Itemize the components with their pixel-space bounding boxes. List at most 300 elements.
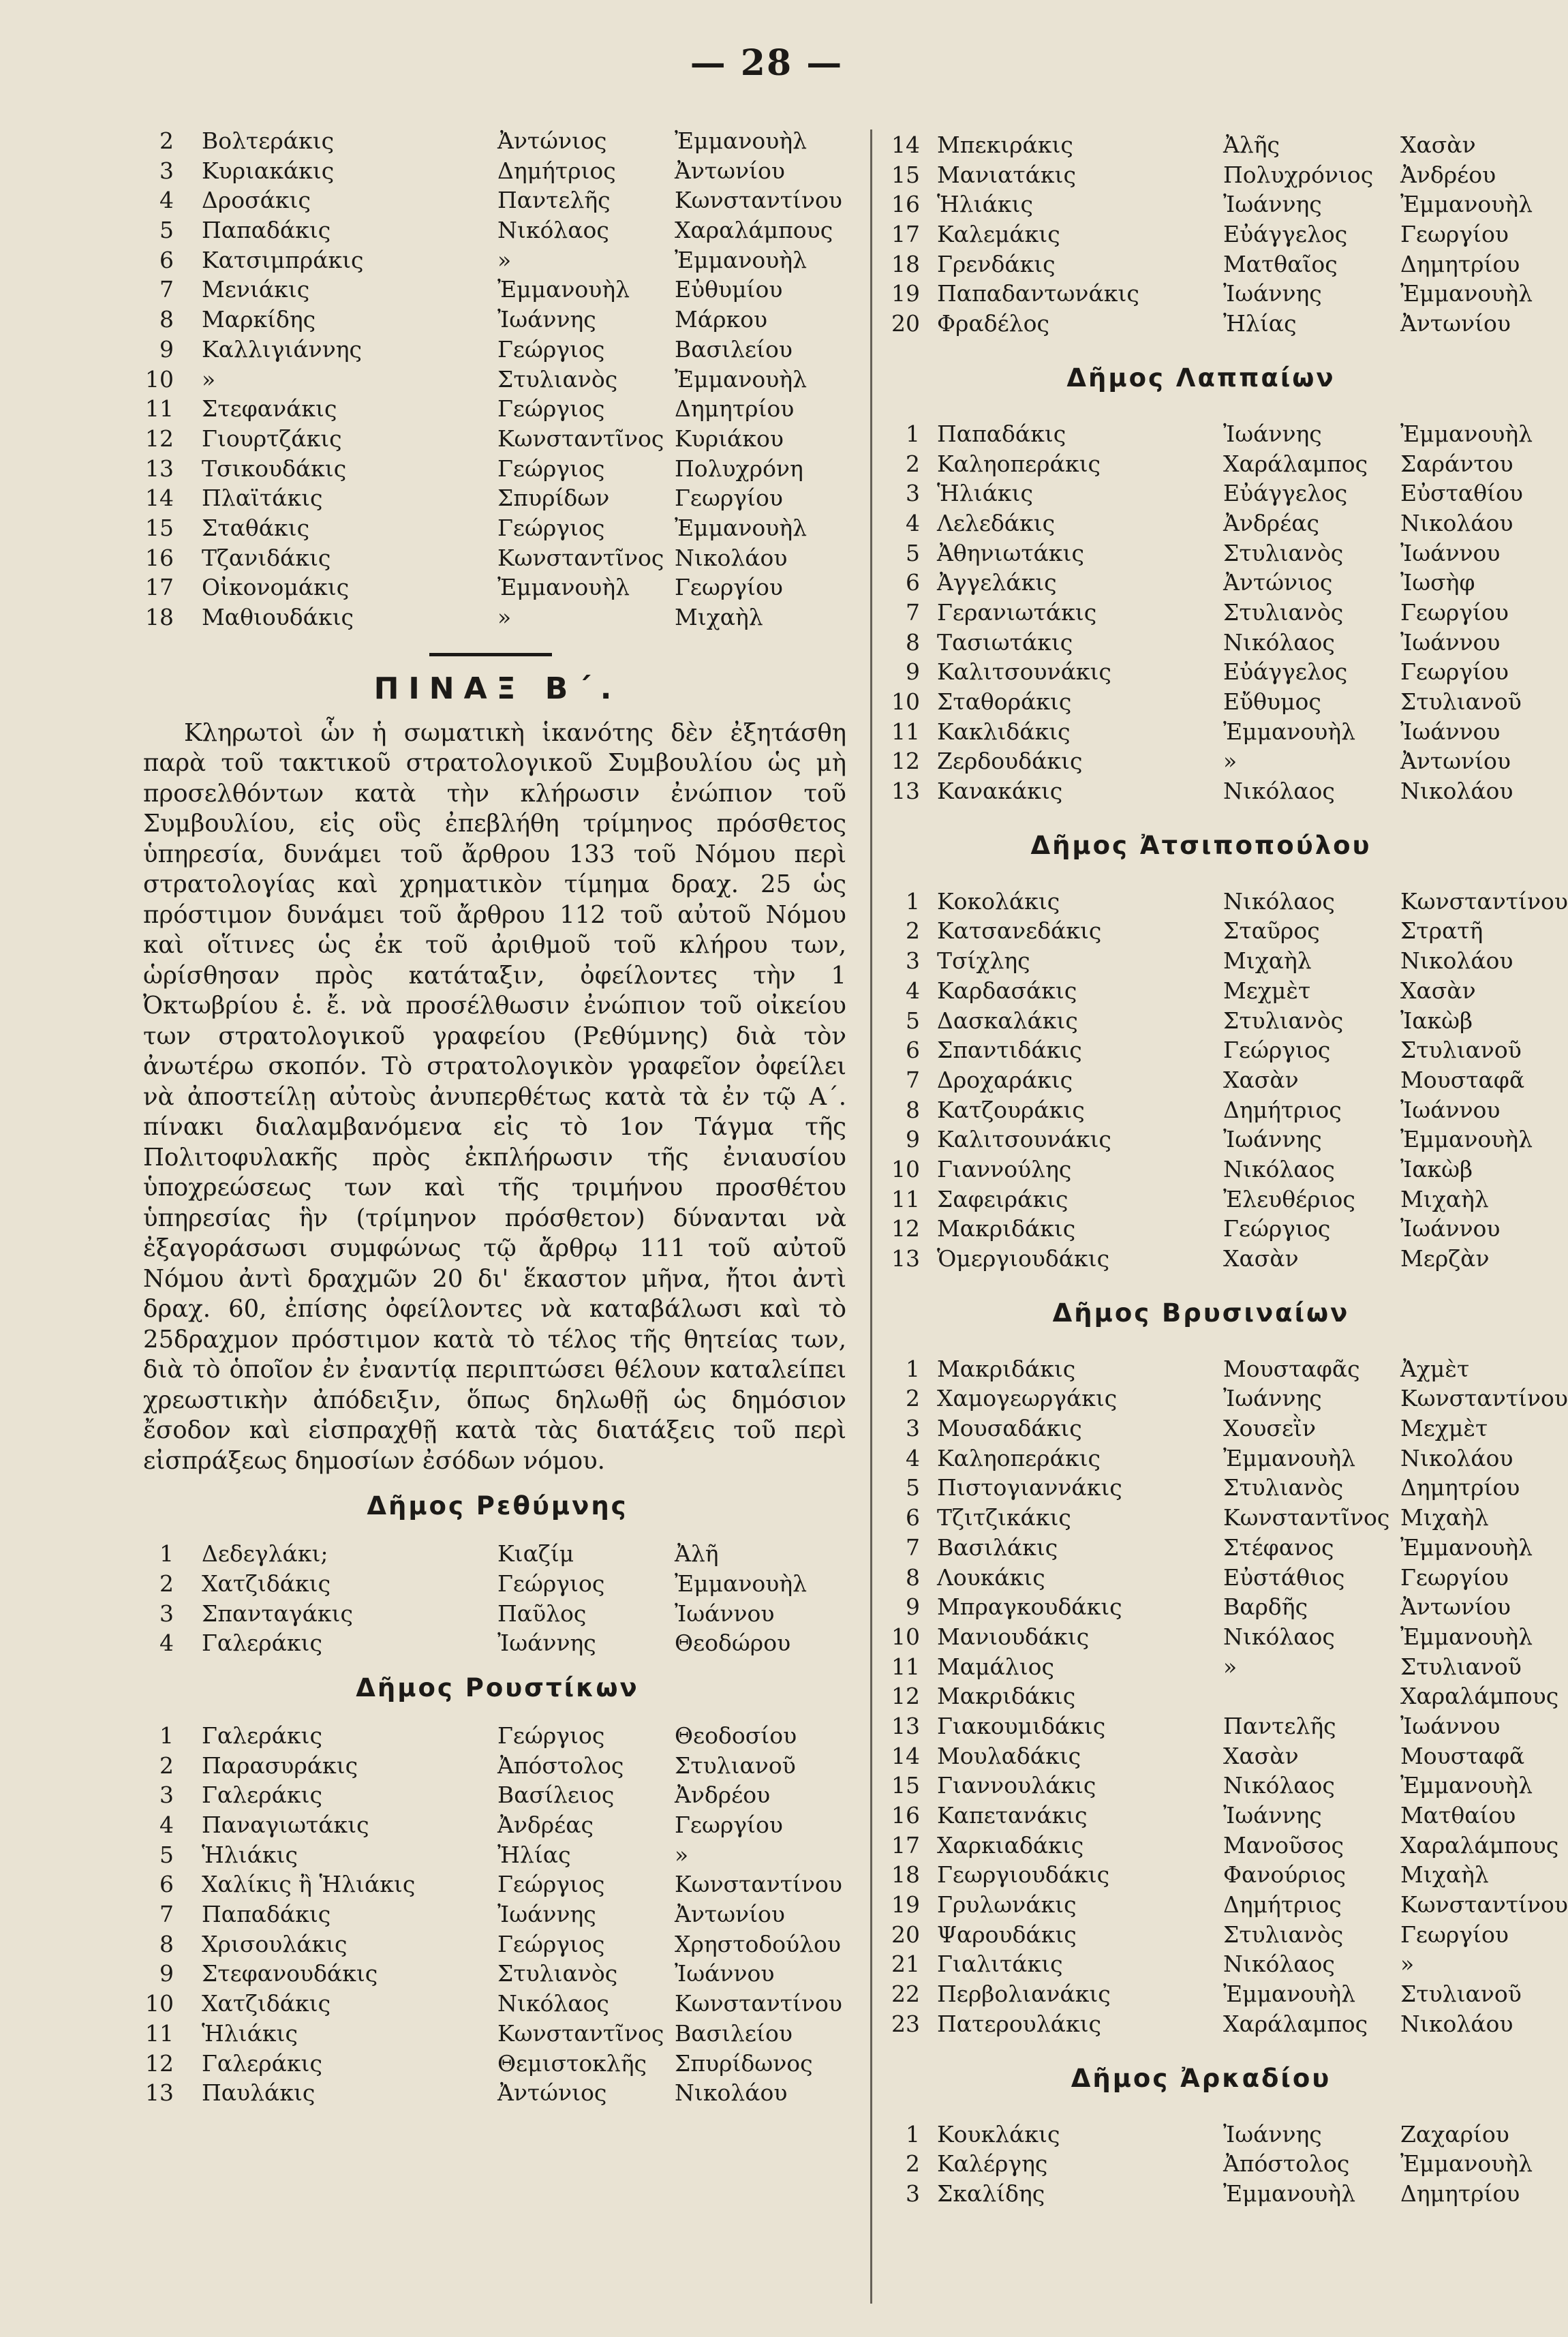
father-name: Νικολάου	[1400, 1444, 1513, 1471]
row-number: 8	[906, 628, 920, 656]
list-row	[879, 1065, 1523, 1095]
father-name: Ἰωάννου	[675, 1600, 775, 1627]
first-name: Μεχμὲτ	[1223, 977, 1311, 1004]
first-name: Ματθαῖος	[1223, 250, 1338, 277]
father-name: Στυλιανοῦ	[1400, 1037, 1522, 1064]
list-row	[879, 568, 1523, 598]
list-row	[879, 1801, 1523, 1831]
first-name: Γεώργιος	[497, 335, 605, 363]
surname: Σταθοράκις	[937, 688, 1072, 715]
row-number: 13	[891, 1245, 920, 1272]
list-row	[143, 126, 852, 156]
surname: Καλιτσουνάκις	[937, 658, 1111, 686]
first-name: Ἰωάννης	[1223, 1126, 1322, 1153]
right-name-list	[879, 130, 1533, 339]
section-heading: Δῆμος Βρυσιναίων	[1052, 1298, 1350, 1328]
first-name: Γεώργιος	[1223, 1037, 1331, 1064]
surname: Χαρκιαδάκις	[937, 1831, 1084, 1859]
surname: Οἰκονομάκις	[202, 574, 350, 601]
list-row	[879, 478, 1523, 508]
row-number: 9	[159, 335, 174, 363]
row-number: 2	[906, 1385, 920, 1412]
list-row	[143, 215, 852, 245]
father-name: Ἰακὼβ	[1400, 1155, 1473, 1182]
surname: Μακριδάκις	[937, 1355, 1076, 1382]
surname: Δροσάκις	[202, 187, 311, 214]
surname: Παπαδάκις	[202, 1901, 331, 1928]
father-name: Ἰωάννου	[1400, 1096, 1501, 1123]
list-row	[143, 335, 852, 365]
father-name: Ἀλῆ	[675, 1540, 719, 1568]
row-number: 5	[159, 1841, 174, 1868]
row-number: 1	[906, 887, 920, 915]
row-number: 8	[159, 1930, 174, 1957]
surname: Μενιάκις	[202, 276, 310, 303]
row-number: 13	[145, 2079, 174, 2107]
row-number: 3	[906, 947, 920, 975]
father-name: Δημητρίου	[1400, 1474, 1520, 1501]
first-name: Νικόλαος	[1223, 1772, 1335, 1799]
list-row	[879, 1214, 1523, 1244]
first-name: Εὐάγγελος	[1223, 480, 1348, 507]
first-name: Γεώργιος	[497, 1930, 605, 1957]
list-row	[879, 976, 1523, 1006]
surname: Στεφανάκις	[202, 395, 337, 423]
father-name: Στυλιανοῦ	[1400, 688, 1522, 715]
list-row	[879, 1125, 1533, 1155]
father-name: Δημητρίου	[1400, 2180, 1520, 2207]
row-number: 2	[159, 127, 174, 154]
father-name: Ματθαίου	[1400, 1802, 1516, 1829]
father-name: Θεοδοσίου	[675, 1722, 797, 1749]
list-row	[879, 219, 1523, 249]
first-name: Ἀλῆς	[1223, 132, 1280, 158]
father-name: Ἀντωνίου	[1400, 310, 1511, 337]
surname: Παπαδαντωνάκις	[937, 280, 1139, 307]
row-number: 8	[906, 1563, 920, 1591]
father-name: Σαράντου	[1400, 450, 1513, 477]
surname: Τσικουδάκις	[202, 455, 347, 482]
father-name: Μουσταφᾶ	[1400, 1066, 1525, 1093]
list-row	[879, 2179, 1523, 2209]
surname: Μαθιουδάκις	[202, 604, 354, 630]
first-name: Ἰωάννης	[1223, 280, 1322, 307]
father-name: Ἰωσὴφ	[1400, 569, 1475, 596]
surname: Σπαντιδάκις	[937, 1037, 1082, 1064]
row-number: 9	[906, 1593, 920, 1621]
surname: Παπαδάκις	[937, 420, 1066, 447]
first-name: Ἀντώνιος	[497, 2079, 607, 2107]
list-row	[143, 156, 852, 186]
list-row	[879, 1006, 1523, 1036]
father-name: Δημητρίου	[1400, 250, 1520, 277]
list-row	[143, 1959, 852, 1989]
father-name: Γεωργίου	[1400, 658, 1509, 686]
first-name: Ἰωάννης	[497, 1901, 596, 1928]
father-name: Βασιλείου	[675, 2019, 793, 2047]
row-number: 4	[159, 1812, 174, 1838]
surname: Καληοπεράκις	[937, 450, 1101, 477]
intro-paragraph: Κληρωτοὶ ὧν ἡ σωματικὴ ἱκανότης δὲν ἐξητάσθη παρὰ τοῦ τακτικοῦ στρατολογικοῦ Συμβουλίου ὡς μὴ προσελθόντων κατὰ τὴν κλήρωσιν ἐνώπιον τοῦ Συμβουλίου, εἰς οὓς ἐπεβλήθη τρίμηνος πρόσθετος ὑπηρεσία, δυνάμει τοῦ ἄρθρου 133 τοῦ Νόμου περὶ στρατολογίας καὶ χρηματικὸν τίμημα δραχ. 25 ὡς πρόστιμον δυνάμει τοῦ ἄρθρου 112 τοῦ αὐτοῦ Νόμου καὶ οἵτινες ὡς ἐκ τοῦ ἀριθμοῦ τοῦ κλήρου των, ὡρίσθησαν πρὸς κατάταξιν, ὀφείλοντες τὴν 1 Ὀκτωβρίου ἑ. ἔ. νὰ προσέλθωσιν ἐνώπιον τοῦ οἰκείου των στρατολογικοῦ γραφείου (Ρεθύμνης) διὰ τὸν ἀνωτέρω σκοπόν. Τὸ στρατολογικὸν γραφεῖον ὀφείλει νὰ ἀποστείλῃ αὐτοὺς ἀνυπερθέτως κατὰ τὰ ἐν τῷ Α΄. πίνακι διαλαμβανόμενα εἰς τὸ 1ον Τάγμα τῆς Πολιτοφυλακῆς πρὸς ἐκπλήρωσιν τῆς ἐνιαυσίου ὑποχρεώσεως των καὶ τῆς τριμήνου προσθέτου ὑπηρεσίας ἣν (τρίμηνον πρόσθετον) δύνανται νὰ ἐξαγοράσωσι συμφώνως τῷ ἄρθρῳ 111 τοῦ αὐτοῦ Νόμου ἀντὶ δραχμῶν 20 δι' ἕκαστον μῆνα, ἤτοι ἀντὶ δραχ. 60, ἐπίσης ὀφείλοντες νὰ καταβάλωσι καὶ τὸ 25δραχμον πρόστιμον κατὰ τὸ τέλος τῆς θητείας των, διὰ τὸ ὁποῖον ἐν ἐναντίᾳ περιπτώσει θέλουν καταλείπει χρεωστικὴν ἀπόδειξιν, ὅπως δηλωθῇ ὡς δημόσιον ἔσοδον καὶ εἰσπραχθῇ κατὰ τὰς διατάξεις τοῦ περὶ εἰσπράξεως δημοσίων ἐσόδων νόμου.	[143, 718, 846, 1475]
row-number: 21	[891, 1951, 920, 1978]
row-number: 6	[159, 246, 174, 273]
list-row	[143, 1899, 852, 1929]
row-number: 16	[891, 1802, 920, 1829]
list-row	[143, 2019, 852, 2049]
row-number: 2	[906, 450, 920, 477]
list-row	[143, 602, 852, 632]
section-heading: Δῆμος Ρουστίκων	[356, 1672, 639, 1702]
father-name: Νικολάου	[1400, 509, 1513, 536]
list-row	[879, 2120, 1523, 2150]
list-row	[879, 1711, 1523, 1741]
row-number: 12	[891, 1683, 920, 1710]
row-number: 12	[145, 425, 174, 452]
first-name: Μουσταφᾶς	[1223, 1355, 1360, 1382]
first-name: Νικόλαος	[1223, 1623, 1335, 1650]
list-row	[143, 1929, 852, 1959]
first-name: Κωνσταντῖνος	[497, 544, 664, 571]
first-name: Ἐμμανουὴλ	[1223, 1444, 1356, 1471]
father-name: Χαραλάμπους	[1400, 1683, 1559, 1710]
row-number: 8	[906, 1096, 920, 1123]
first-name: Γεώργιος	[497, 1570, 605, 1597]
father-name: Ἀντωνίου	[675, 1901, 785, 1928]
row-number: 16	[891, 191, 920, 218]
list-row	[879, 598, 1523, 628]
first-name: Νικόλαος	[1223, 887, 1335, 915]
father-name: Γεωργίου	[1400, 1921, 1509, 1948]
row-number: 2	[906, 917, 920, 945]
list-row	[143, 513, 852, 543]
list-row	[143, 483, 852, 513]
list-row	[879, 279, 1533, 309]
father-name: Ἐμμανουὴλ	[1400, 1772, 1533, 1799]
row-number: 12	[145, 2049, 174, 2077]
first-name: Παντελῆς	[1223, 1712, 1336, 1739]
row-number: 6	[906, 1504, 920, 1531]
row-number: 10	[891, 1155, 920, 1182]
surname: Ὁμεργιουδάκις	[937, 1245, 1110, 1272]
surname: Δροχαράκις	[937, 1066, 1073, 1093]
surname: Κυριακάκις	[202, 157, 335, 184]
first-name: Εὐάγγελος	[1223, 221, 1348, 248]
surname: Μανιατάκις	[937, 161, 1076, 188]
first-name: Ἠλίας	[1223, 310, 1297, 337]
list-row	[143, 1628, 852, 1658]
list-row	[879, 1414, 1523, 1444]
row-number: 3	[159, 1600, 174, 1627]
first-name: Γεώργιος	[497, 395, 605, 423]
surname: Κοκολάκις	[937, 887, 1060, 915]
row-number: 3	[159, 1782, 174, 1809]
first-name: Χασὰν	[1223, 1245, 1299, 1272]
row-number: 2	[159, 1752, 174, 1779]
row-number: 5	[906, 1474, 920, 1501]
surname: Χατζιδάκις	[202, 1570, 331, 1597]
row-number: 7	[906, 598, 920, 626]
father-name: Κωνσταντίνου	[1400, 887, 1568, 915]
list-row	[879, 1860, 1523, 1890]
row-number: 1	[906, 1355, 920, 1382]
list-row	[879, 1592, 1523, 1622]
father-name: Ἰωάννου	[1400, 539, 1501, 566]
first-name: Σταῦρος	[1223, 917, 1320, 945]
surname: Τσίχλης	[937, 947, 1030, 975]
list-row	[143, 305, 852, 335]
row-number: 16	[145, 544, 174, 571]
list-row	[143, 1599, 852, 1629]
list-row	[143, 543, 852, 573]
father-name: Κωνσταντίνου	[1400, 1891, 1568, 1919]
list-row	[879, 1244, 1523, 1274]
surname: Παπαδάκις	[202, 217, 331, 244]
list-row	[879, 1444, 1523, 1473]
first-name: Χαράλαμπος	[1223, 450, 1368, 477]
row-number: 10	[145, 365, 174, 393]
first-name: Ἠλίας	[497, 1841, 571, 1868]
father-name: Εὐσταθίου	[1400, 480, 1523, 507]
first-name: Στυλιανὸς	[1223, 1474, 1344, 1501]
first-name: Δημήτριος	[1223, 1891, 1342, 1919]
row-number: 11	[891, 1653, 920, 1680]
column-divider	[870, 129, 872, 2304]
first-name: »	[1223, 748, 1238, 775]
first-name: Νικόλαος	[1223, 1951, 1335, 1978]
row-number: 5	[906, 539, 920, 566]
first-name: »	[497, 604, 512, 630]
first-name: Μανοῦσος	[1223, 1831, 1344, 1859]
first-name: »	[1223, 1653, 1238, 1680]
surname: Ἡλιάκις	[937, 191, 1033, 218]
row-number: 8	[159, 306, 174, 333]
row-number: 13	[145, 455, 174, 482]
father-name: »	[1400, 1951, 1415, 1978]
father-name: Ἰακὼβ	[1400, 1007, 1473, 1034]
surname: Χρισουλάκις	[202, 1930, 348, 1957]
row-number: 10	[145, 1990, 174, 2017]
first-name: Ἐμμανουὴλ	[1223, 1981, 1356, 2008]
first-name: Πολυχρόνιος	[1223, 161, 1374, 188]
father-name: Ἐμμανουὴλ	[1400, 2150, 1533, 2178]
father-name: Εὐθυμίου	[675, 276, 783, 303]
row-number: 13	[891, 778, 920, 805]
row-number: 1	[906, 2120, 920, 2148]
surname: Γιακουμιδάκις	[937, 1712, 1106, 1739]
first-name: Ἐλευθέριος	[1223, 1185, 1355, 1212]
row-number: 15	[891, 161, 920, 188]
row-number: 22	[891, 1981, 920, 2008]
row-number: 17	[891, 221, 920, 248]
father-name: Κωνσταντίνου	[1400, 1385, 1568, 1412]
father-name: Γεωργίου	[1400, 221, 1509, 248]
first-name: Γεώργιος	[497, 455, 605, 482]
father-name: Στυλιανοῦ	[1400, 1653, 1522, 1680]
section-list	[879, 1354, 1568, 2039]
row-number: 17	[145, 574, 174, 601]
surname: Βολτεράκις	[202, 127, 335, 154]
surname: Φραδέλος	[937, 310, 1049, 337]
list-row	[143, 185, 852, 215]
section-heading: Δῆμος Λαππαίων	[1066, 363, 1336, 393]
list-row	[143, 1810, 852, 1840]
father-name: Ἀνδρέου	[1400, 161, 1496, 188]
row-number: 18	[891, 250, 920, 277]
father-name: Κωνσταντίνου	[675, 1871, 842, 1898]
first-name: Ἀπόστολος	[1223, 2150, 1350, 2178]
first-name: Νικόλαος	[1223, 628, 1335, 656]
surname: Γαλεράκις	[202, 1722, 322, 1749]
list-row	[143, 1780, 852, 1810]
surname: Ἀθηνιωτάκις	[937, 539, 1084, 566]
surname: Καπετανάκις	[937, 1802, 1088, 1829]
row-number: 3	[906, 2180, 920, 2207]
first-name: Ἀνδρέας	[497, 1812, 594, 1838]
row-number: 3	[906, 1415, 920, 1442]
surname: Στεφανουδάκις	[202, 1960, 378, 1987]
first-name: Νικόλαος	[497, 1990, 609, 2017]
surname: Γιαλιτάκις	[937, 1951, 1063, 1978]
row-number: 20	[891, 1921, 920, 1948]
surname: Χατζιδάκις	[202, 1990, 331, 2017]
surname: Μακριδάκις	[937, 1683, 1076, 1710]
surname: Μπεκιράκις	[937, 132, 1073, 158]
list-row	[143, 275, 852, 305]
father-name: Νικολάου	[675, 2079, 788, 2107]
list-row	[879, 1354, 1523, 1384]
surname: Γαλεράκις	[202, 2049, 322, 2077]
list-row	[143, 2078, 852, 2108]
first-name: Μιχαὴλ	[1223, 947, 1312, 975]
right-column	[879, 126, 1568, 2209]
father-name: Βασιλείου	[675, 335, 793, 363]
first-name: Δημήτριος	[497, 157, 616, 184]
list-row	[143, 1721, 852, 1751]
first-name: Θεμιστοκλῆς	[497, 2049, 647, 2077]
section-list	[143, 1721, 852, 2108]
surname: Γαλεράκις	[202, 1630, 322, 1657]
surname: Καρδασάκις	[937, 977, 1077, 1004]
surname: Τζανιδάκις	[202, 544, 331, 571]
surname: Σαφειράκις	[937, 1185, 1069, 1212]
list-row	[879, 1771, 1533, 1801]
section-heading: Δῆμος Ἀρκαδίου	[1071, 2063, 1332, 2093]
first-name: Στυλιανὸς	[497, 365, 618, 393]
surname: Σκαλίδης	[937, 2180, 1045, 2207]
surname: Δασκαλάκις	[937, 1007, 1078, 1034]
surname: Ψαρουδάκις	[937, 1921, 1077, 1948]
surname: Μαρκίδης	[202, 306, 316, 333]
father-name: Ἀντωνίου	[675, 157, 785, 184]
surname: Χαλίκις ἢ Ἡλιάκις	[202, 1871, 416, 1898]
first-name: Χαράλαμπος	[1223, 2010, 1368, 2037]
father-name: Ἐμμανουὴλ	[675, 127, 808, 154]
surname: Κανακάκις	[937, 778, 1063, 805]
row-number: 5	[906, 1007, 920, 1034]
father-name: Ἐμμανουὴλ	[675, 246, 808, 273]
father-name: Νικολάου	[1400, 2010, 1513, 2037]
first-name: Εὐάγγελος	[1223, 658, 1348, 686]
father-name: Ἰωάννου	[1400, 718, 1501, 745]
first-name: Σπυρίδων	[497, 485, 610, 512]
first-name: Ἐμμανουὴλ	[1223, 2180, 1356, 2207]
first-name: Ἐμμανουὴλ	[1223, 718, 1356, 745]
surname: Πατερουλάκις	[937, 2010, 1101, 2037]
page-number: — 28 —	[690, 42, 844, 84]
father-name: Γεωργίου	[1400, 1563, 1509, 1591]
list-row	[879, 1652, 1523, 1682]
section-list	[879, 887, 1568, 1274]
row-number: 4	[906, 1444, 920, 1471]
row-number: 1	[159, 1722, 174, 1749]
father-name: Ἀνδρέου	[675, 1782, 771, 1809]
first-name: Ἀντώνιος	[1223, 569, 1333, 596]
row-number: 11	[891, 1185, 920, 1212]
list-row	[143, 1989, 852, 2019]
list-row	[879, 1920, 1523, 1950]
first-name: Εὐστάθιος	[1223, 1563, 1345, 1591]
first-name: Δημήτριος	[1223, 1096, 1342, 1123]
surname: Περβολιανάκις	[937, 1981, 1111, 2008]
list-row	[143, 245, 852, 275]
father-name: Ἐμμανουὴλ	[1400, 280, 1533, 307]
father-name: Ἐμμανουὴλ	[1400, 1533, 1533, 1561]
row-number: 18	[891, 1861, 920, 1889]
first-name: Ἰωάννης	[497, 1630, 596, 1657]
first-name: Χουσεῒν	[1223, 1415, 1317, 1442]
first-name: Ἀνδρέας	[1223, 509, 1320, 536]
father-name: Κωνσταντίνου	[675, 187, 842, 214]
first-name: Ἀπόστολος	[497, 1752, 624, 1779]
list-row	[879, 887, 1568, 917]
first-name: Στυλιανὸς	[1223, 598, 1344, 626]
surname: Μανιουδάκις	[937, 1623, 1090, 1650]
father-name: Ἰωάννου	[1400, 1215, 1501, 1242]
surname: Γεωργιουδάκις	[937, 1861, 1110, 1889]
surname: Γερανιωτάκις	[937, 598, 1097, 626]
list-row	[879, 1741, 1523, 1771]
first-name: Ἐμμανουὴλ	[497, 276, 630, 303]
list-row	[879, 776, 1523, 806]
father-name: Ἐμμανουὴλ	[675, 1570, 808, 1597]
first-name: Ἰωάννης	[1223, 2120, 1322, 2148]
surname: Σπανταγάκις	[202, 1600, 353, 1627]
list-row	[879, 1681, 1559, 1711]
father-name: Ἀντωνίου	[1400, 1593, 1511, 1621]
row-number: 6	[906, 1037, 920, 1064]
first-name: Γεώργιος	[497, 1722, 605, 1749]
surname: Κουκλάκις	[937, 2120, 1060, 2148]
list-row	[879, 449, 1523, 479]
father-name: Γεωργίου	[1400, 598, 1509, 626]
father-name: Μουσταφᾶ	[1400, 1742, 1525, 1769]
father-name: Χρηστοδούλου	[675, 1930, 841, 1957]
surname: Μακριδάκις	[937, 1215, 1076, 1242]
row-number: 2	[906, 2150, 920, 2178]
list-row	[879, 1035, 1523, 1065]
row-number: 9	[906, 1126, 920, 1153]
list-row	[879, 1384, 1568, 1414]
first-name: Ἰωάννης	[1223, 420, 1322, 447]
row-number: 12	[891, 1215, 920, 1242]
row-number: 13	[891, 1712, 920, 1739]
surname: Δεδεγλάκι;	[202, 1540, 328, 1568]
surname: Καλλιγιάννης	[202, 335, 363, 363]
surname: Κατζουράκις	[937, 1096, 1085, 1123]
first-name: Στυλιανὸς	[497, 1960, 618, 1987]
surname: Λουκάκις	[937, 1563, 1045, 1591]
list-row	[879, 189, 1533, 219]
